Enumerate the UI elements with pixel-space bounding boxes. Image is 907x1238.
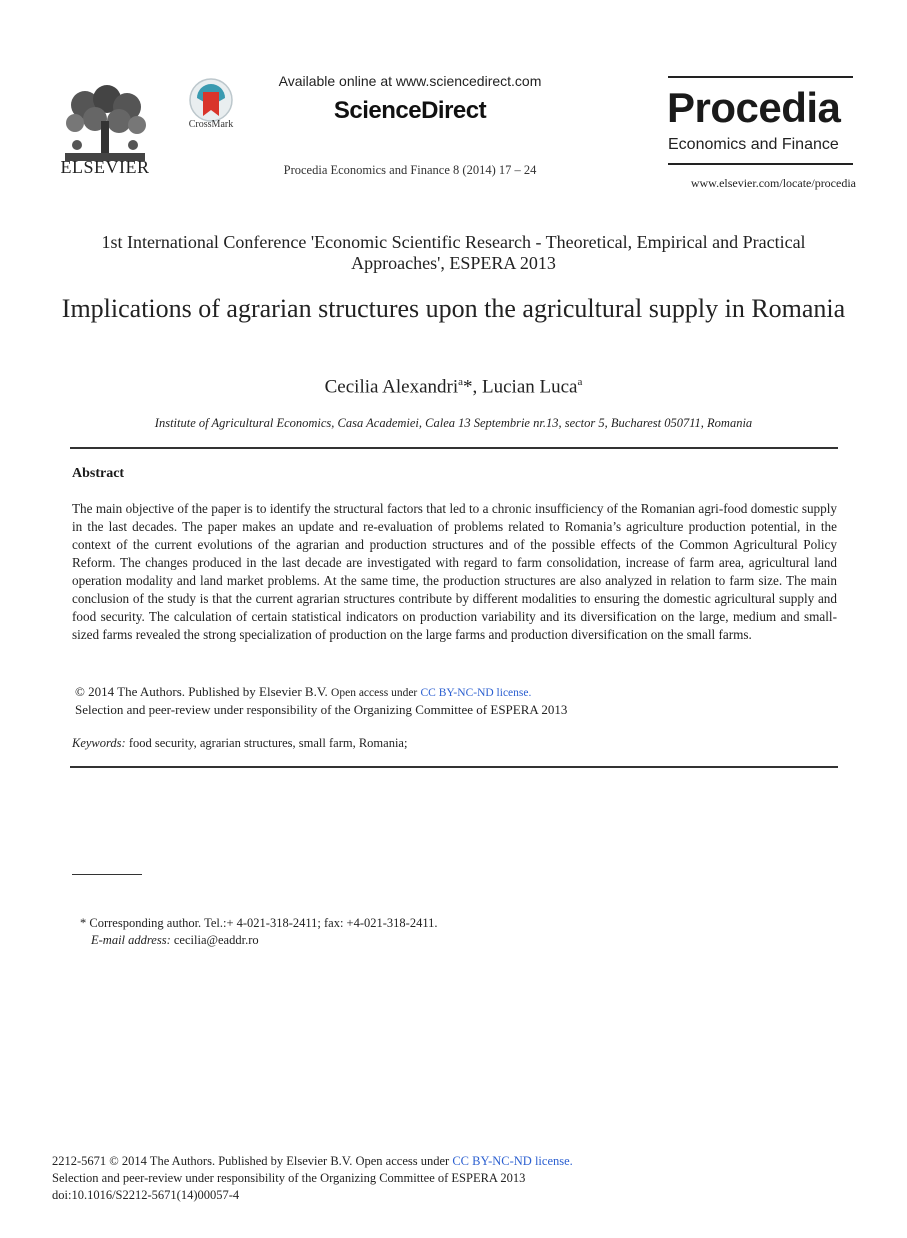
footer-line-2: Selection and peer-review under responsibility of the Organizing Committee of ESPERA 2013 [52,1171,526,1185]
divider-bottom [70,766,838,768]
copyright-text: © 2014 The Authors. Published by Elsevier B.V. [75,684,328,699]
peer-review-line: Selection and peer-review under responsibility of the Organizing Committee of ESPERA 2013 [75,702,568,717]
paper-title: Implications of agrarian structures upon the agricultural supply in Romania [61,294,846,323]
author-affiliation-mark: a [577,376,583,388]
divider-top [70,447,838,449]
available-online[interactable]: Available online at www.sciencedirect.com [278,73,542,89]
author-name: Cecilia Alexandri [324,376,459,398]
conference-name: 1st International Conference 'Economic Scientific Research - Theoretical, Empirical and Practical Approaches', ESPERA 2013 [101,232,806,273]
author-list [60,376,847,398]
footnote-rule [72,874,142,875]
journal-citation: Procedia Economics and Finance 8 (2014) 17 – 24 [283,163,537,177]
procedia-rule-top [668,76,853,81]
email-note [91,933,259,948]
affiliation: Institute of Agricultural Economics, Casa Academiei, Calea 13 Septembrie nr.13, sector 5, Bucharest 050711, Romania [154,416,753,430]
corresponding-mark: * [463,376,473,398]
footer-line-1 [52,1154,573,1169]
email-label: E-mail address: [91,933,171,947]
journal-subtitle: Economics and Finance [668,136,839,153]
journal-name: Procedia [667,84,841,131]
abstract-heading: Abstract [72,466,125,481]
email-address[interactable]: cecilia@eaddr.ro [173,933,259,947]
keywords-label: Keywords: [72,736,126,750]
copyright-line [75,684,531,700]
keywords-list: food security, agrarian structures, small farm, Romania; [128,736,408,750]
publisher-name: ELSEVIER [60,157,150,177]
footer-copyright: 2212-5671 © 2014 The Authors. Published by Elsevier B.V. Open access under [52,1154,450,1168]
author-name: Lucian Luca [482,376,578,398]
keywords-line [72,736,407,751]
author-separator: , [472,376,482,398]
sciencedirect-brand[interactable]: ScienceDirect [333,97,487,124]
corresponding-author-note: * Corresponding author. Tel.:+ 4-021-318-2411; fax: +4-021-318-2411. [80,916,438,930]
abstract-text: The main objective of the paper is to identify the structural factors that led to a chronic insufficiency of the Romanian agri-food domestic supply in the last decades. The paper makes an update and re-evaluation of problems related to Romania’s agriculture production potential, in the context of the current evolutions of the agrarian and production structures and of the possible effects of the Common Agricultural Policy Reform. The changes produced in the last decade are investigated with regard to farm consolidation, increase of farm area, agricultural land operation modality and land market problems. At the same time, the production structures are also analyzed in relation to farm size. The main conclusion of the study is that the current agrarian structures contribute by different modalities to ensuring the domestic agricultural supply and food security. The calculation of certain statistical indicators on production variability and its diversification on the large, medium and small-sized farms revealed the strong specialization of production on the large farms and production diversification on the small farms. [72,501,837,642]
procedia-rule-bottom [668,163,853,165]
license-link[interactable]: CC BY-NC-ND license. [420,687,532,699]
author-affiliation-mark: a [458,376,463,388]
open-access-text: Open access under [331,687,418,699]
footer-license-link[interactable]: CC BY-NC-ND license. [452,1154,573,1168]
footer-doi[interactable]: doi:10.1016/S2212-5671(14)00057-4 [52,1188,240,1202]
journal-url[interactable]: www.elsevier.com/locate/procedia [690,176,856,190]
crossmark-label: CrossMark [188,119,234,130]
